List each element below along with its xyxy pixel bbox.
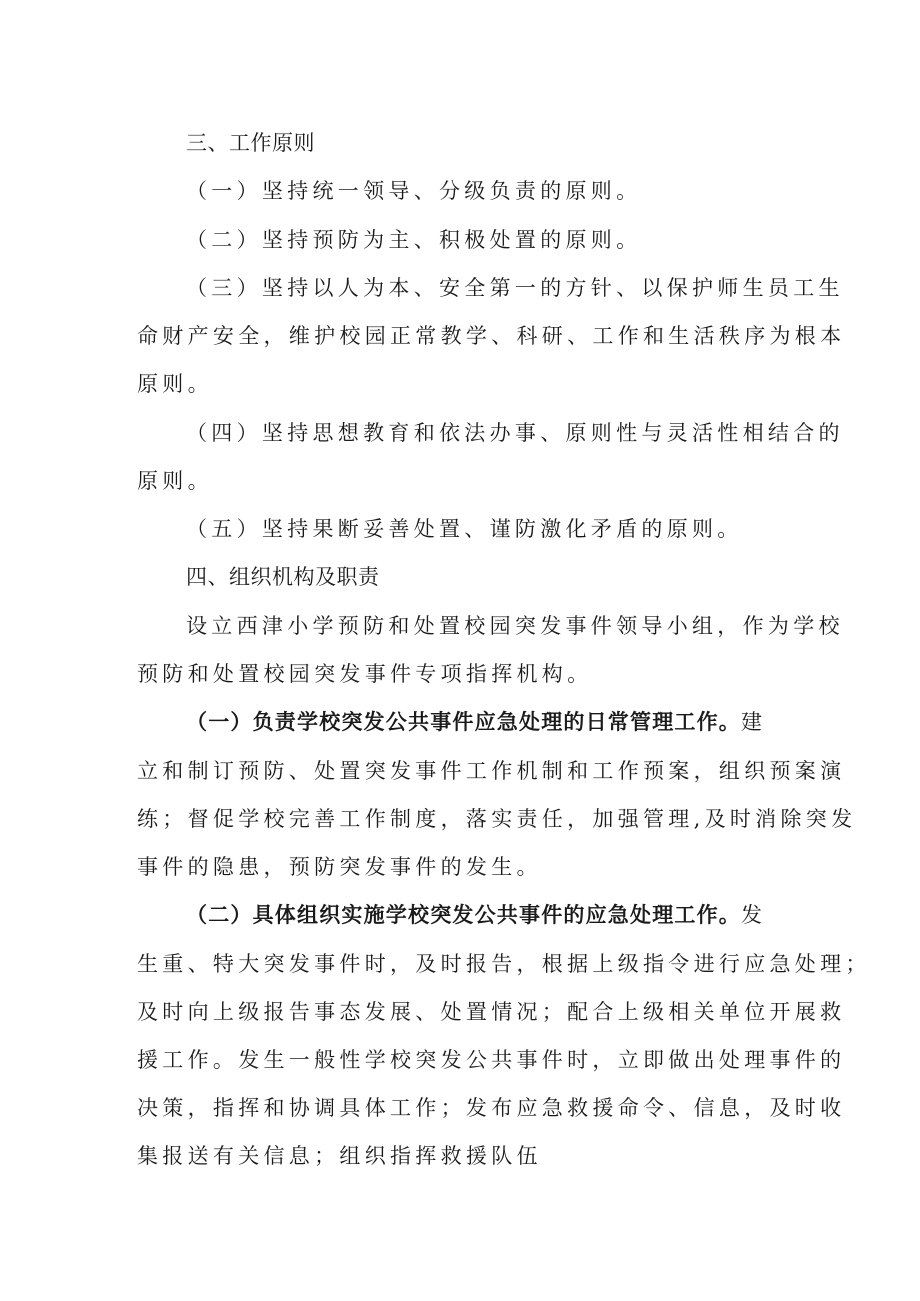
duty-2-line-5: 决策，指挥和协调具体工作；发布应急救援命令、信息，及时收 (137, 1096, 846, 1120)
duty-1-line-2: 立和制订预防、处置突发事件工作机制和工作预案，组织预案演 (137, 759, 846, 783)
principle-item-1: （一）坚持统一领导、分级负责的原则。 (186, 179, 642, 203)
organization-intro-line-1: 设立西津小学预防和处置校园突发事件领导小组，作为学校 (186, 614, 844, 638)
duty-2-line-2: 生重、特大突发事件时，及时报告，根据上级指令进行应急处理； (137, 952, 871, 976)
duty-1-title: （一）负责学校突发公共事件应急处理的日常管理工作。 (186, 710, 741, 734)
principle-item-5: （五）坚持果断妥善处置、谨防激化矛盾的原则。 (186, 517, 743, 541)
duty-1-line-1-rest: 建 (741, 710, 767, 734)
principle-item-3-line-1: （三）坚持以人为本、安全第一的方针、以保护师生员工生 (186, 276, 844, 300)
principle-item-2: （二）坚持预防为主、积极处置的原则。 (186, 228, 642, 252)
principle-item-4-line-2: 原则。 (137, 469, 213, 493)
principle-item-4-line-1: （四）坚持思想教育和依法办事、原则性与灵活性相结合的 (186, 421, 844, 445)
section-heading-work-principles: 三、工作原则 (186, 131, 315, 155)
duty-2-title: （二）具体组织实施学校突发公共事件的应急处理工作。 (186, 903, 741, 927)
principle-item-3-line-3: 原则。 (137, 372, 213, 396)
principle-item-3-line-2: 命财产安全，维护校园正常教学、科研、工作和生活秩序为根本 (137, 324, 846, 348)
duty-2-line-3: 及时向上级报告事态发展、处置情况；配合上级相关单位开展救 (137, 1000, 846, 1024)
section-heading-organization: 四、组织机构及职责 (186, 565, 380, 589)
duty-2-line-1 (186, 900, 792, 930)
duty-1-line-3: 练；督促学校完善工作制度，落实责任，加强管理,及时消除突发 (137, 807, 857, 831)
duty-1-line-1 (186, 707, 792, 737)
organization-intro-line-2: 预防和处置校园突发事件专项指挥机构。 (137, 662, 593, 686)
duty-1-line-4: 事件的隐患，预防突发事件的发生。 (137, 855, 542, 879)
duty-2-line-4: 援工作。发生一般性学校突发公共事件时，立即做出处理事件的 (137, 1048, 846, 1072)
duty-2-line-6: 集报送有关信息；组织指挥救援队伍 (137, 1144, 542, 1168)
duty-2-line-1-rest: 发 (741, 903, 767, 927)
